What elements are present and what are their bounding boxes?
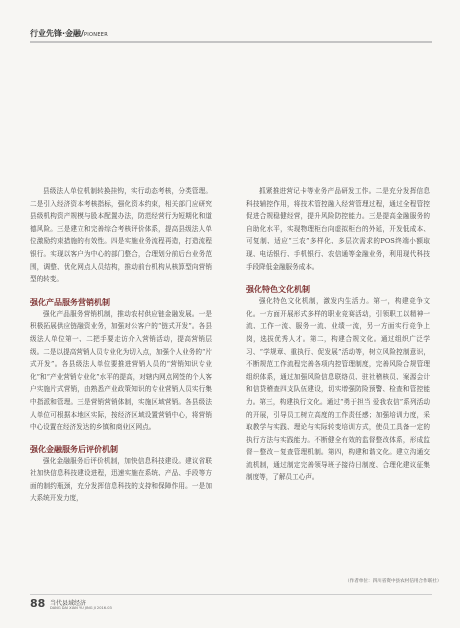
product-marketing-paragraph: 强化产品服务营销机制，推动农村供应链金融发展。一是积极拓展供应链融资业务，加强对公客户的“链式开发”。各县级法人单位第一、二把手要走访介入营销活动，提高营销层级。二是以提高营销人员专业化为切入点，加强个人业务的“片式开发”。各县级法人单位要推进营销人员的“营销知识专业化”和“产业营销专业化”水平的提高，对辖内网点网签的个人客户实施片式营销，由熟悉产业政策知识的专业营销人员实行集中指派和管理。三是营销营销体制，实施区域营销。各县级法人单位可根据本地区实际，按经济区域设置营销中心，将营销中心设置在经济发达的乡镇和商业区网点。 bbox=[30, 309, 212, 432]
heading-service-evaluation: 强化金融服务后评价机制 bbox=[30, 443, 118, 454]
culture-paragraph: 强化特色文化机制，激发内生活力。第一，构建竞争文化。一方面开展形式多样的职业竞赛活动，引领职工以精神一流、工作一流、服务一流、业绩一流，另一方面实行竞争上岗，选拔优秀人才。第二，构建合规文化。通过组织广泛学习、“学规章、重执行、促发展”活动等，树立风险控制意识，不断规范工作流程完善各项内控管理制度，完善风险合规管理组织体系，通过加强风险信息联络员、驻社稽核员、案源会计和信贷稽查四支队伍建设，切实增强防险预警、检查和管控能力。第三，构建执行文化。通过“勇于担当 爱我农信”系列活动的开展，引导员工树立高度的工作责任感；加强培训力度，采取教学与实践、理论与实际转变培训方式，使员工具备一定的执行方法与实践能力。不断健全有效的监督整改体系，形成监督－整改－复查管理机制。第四，构建和谐文化。建立沟通交流机制，通过制定完善领导班子接待日制度、合理化建议征集制度等，了解员工心声。 bbox=[246, 297, 430, 482]
section-title: 行业先锋·金融 bbox=[30, 29, 82, 38]
left-intro-paragraph: 县级法人单位机制转换挂钩，实行动态考核，分类管理。二是引入经济资本考核指标，强化资本约束，相关部门应研究县级机构资产规模与股本配置办法，防范经营行为短期化和道德风险。三是建立和完善综合考核评价体系，提高县级法人单位激励约束措施的有效性。四是实施业务流程再造，打造流程银行。实现以客户为中心的部门整合，合理划分前后台业务范围，调整、优化网点人员结构，推动前台机构从核算型向营销型的转变。 bbox=[30, 187, 212, 284]
page-number: 88 bbox=[30, 597, 46, 610]
footer-divider bbox=[30, 594, 432, 595]
magazine-issue: DANG DAI XIAN YU JING JI 2016.03 bbox=[50, 606, 112, 610]
header-divider bbox=[30, 41, 432, 43]
service-evaluation-paragraph: 强化金融服务后评价机制，加快信息科技建设。建议省联社加快信息科技建设进程，迅速实施在系统、产品、手段等方面的制约瓶颈，充分发挥信息科技的支持和保障作用。一是加大系统开发力度， bbox=[30, 456, 212, 503]
right-column bbox=[246, 185, 430, 484]
section-subtitle: PIONEER bbox=[83, 32, 109, 38]
right-intro-paragraph: 抓紧推进营记卡等业务产品研发工作。二是充分发挥信息科技辅控作用，将技术管控融入经营管理过程，通过全程管控促进合规稳健经营，提升风险防控能力。三是提高金融服务的自助化水平，实现物理柜台向虚拟柜台的外延，开发低成本、可复制、适应“三农”多样化、多层次需求的POS终端小额取现、电话银行、手机银行、农信通等金融业务，利用现代科技手段降低金融服务成本。 bbox=[246, 187, 430, 271]
heading-product-marketing: 强化产品服务营销机制 bbox=[30, 296, 110, 307]
author-affiliation: （作者单位：四川省资中县农村信用合作联社） bbox=[345, 579, 442, 584]
top-blank-area bbox=[0, 46, 460, 176]
left-column bbox=[30, 185, 212, 505]
heading-culture: 强化特色文化机制 bbox=[246, 284, 310, 295]
magazine-title: 当代县域经济 bbox=[50, 600, 87, 607]
section-header: 行业先锋·金融/PIONEER bbox=[30, 29, 109, 38]
